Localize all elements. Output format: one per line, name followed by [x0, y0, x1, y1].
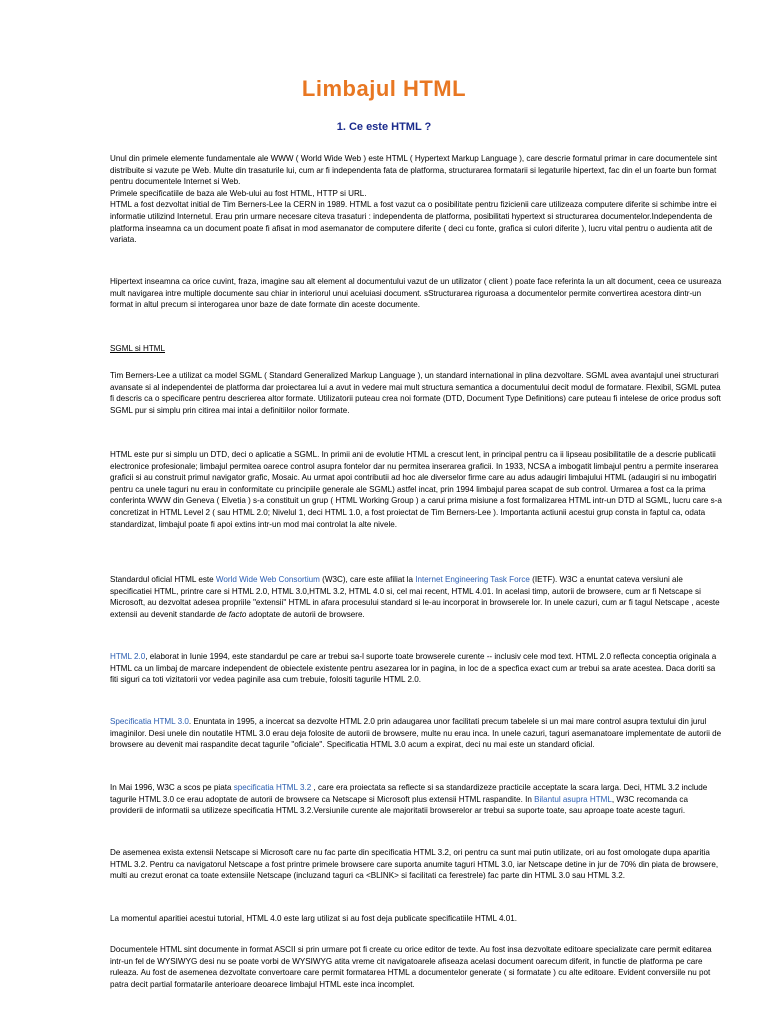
paragraph-text: [110, 716, 722, 751]
html32-spec-link[interactable]: specificatia HTML 3.2: [233, 783, 312, 792]
text-run: . Enuntata in 1995, a incercat sa dezvolte HTML 2.0 prin adaugarea unor facilitati precum tabelele si un mai mare control asupra textului din jurul imaginilor. Desi unele din noutatile HTML 3.0 erau deja folosite de autorii de browsere, multe nu erau inca. In unele cazuri, taguri asemanatoare implementate de autorii de browsere au devenit mai raspandite decat tagurile "oficiale". Specificatia HTML 3.0 acum a expirat, deci nu mai este un standard oficial.: [110, 717, 722, 750]
html30-spec-link[interactable]: Specificatia HTML 3.0: [110, 717, 189, 726]
paragraph-standard: [110, 574, 722, 620]
paragraph-html20: [110, 651, 722, 686]
text-run: adoptate de autorii de browsere.: [246, 609, 365, 619]
section-heading: 1. Ce este HTML ?: [336, 121, 432, 133]
paragraph-sgml: [110, 370, 722, 416]
paragraph-text: Primele specificatiile de baza ale Web-ului au fost HTML, HTTP si URL.: [110, 188, 367, 198]
html20-link[interactable]: HTML 2.0: [110, 652, 146, 661]
paragraph-text: [110, 651, 722, 686]
paragraph-text: La momentul aparitiei acestui tutorial, HTML 4.0 este larg utilizat si au fost deja publicate specificatiile HTML 4.01.: [110, 914, 517, 923]
paragraph-hypertext: [110, 276, 722, 311]
paragraph-text: Documentele HTML sint documente in format ASCII si prin urmare pot fi create cu orice editor de texte. Au fost insa dezvoltate editoare specializate care permit editarea intr-un fel de WYSIWYG desi nu se poate vorbi de WYSIWYG atita vreme cit navigatoarele afiseaza acelasi document oarecum diferit, in functie de platforma pe care ruleaza. Au fost de asemenea dezvoltate convertoare care permit formatarea HTML a documentelor generate ( si formatate ) cu alte editoare. Evident conversiile nu pot patra decit partial formatarile anterioare deoarece limbajul HTML este inca incomplet.: [110, 945, 712, 989]
paragraph-text: Tim Berners-Lee a utilizat ca model SGML ( Standard Generalized Markup Language ), un standard international in plina dezvoltare. SGML avea avantajul unei structurari avansate si al independentei de platforma dar proiectarea lui a avut in vedere mai mult structura semantica a documentului decit modul de formatare. Flexibil, SGML putea fi descris ca o specificare pentru descrierea altor formate. Utilizatorii puteau crea noi formate (DTD, Document Type Definitions) care puteau fi intelese de orice produs soft SGML pur si simplu prin citirea mai intai a definitiilor noilor formate.: [110, 371, 721, 415]
text-run: In Mai 1996, W3C a scos pe piata: [110, 783, 234, 792]
text-run-italic: de facto: [217, 609, 247, 619]
paragraph-dtd: [110, 449, 722, 530]
paragraph-html40: [110, 913, 722, 925]
paragraph-text: [110, 574, 722, 620]
text-run: (W3C), care este afiliat la: [319, 575, 416, 584]
text-run: , W3C recomanda ca providerii de informatii sa utilizeze specificatia HTML 3.2.Versiunile curente ale majoritatii browserelor ar trebui sa suporte toate, sau aproape toate aceste taguri.: [110, 794, 688, 816]
paragraph-html32: [110, 782, 722, 817]
subheading-text: SGML si HTML: [110, 344, 166, 353]
w3c-link[interactable]: World Wide Web Consortium: [215, 575, 320, 584]
paragraph-text: [110, 782, 722, 817]
paragraph-text: Unul din primele elemente fundamentale ale WWW ( World Wide Web ) este HTML ( Hypertext Markup Language ), care descrie formatul primar in care documentele sint distribuite si vazute pe Web. Multe din trasaturile lui, cum ar fi independenta fata de platforma, structurarea formatarii si legaturile hipertext, fac din el un foarte bun format pentru documentele Internet si Web.: [110, 154, 718, 187]
paragraph-intro: [110, 153, 722, 246]
ietf-link[interactable]: Internet Engineering Task Force: [415, 575, 530, 584]
page-title: Limbajul HTML: [301, 76, 467, 101]
paragraph-extensions: [110, 847, 722, 882]
paragraph-editors: [110, 944, 722, 990]
paragraph-text: Hipertext inseamna ca orice cuvint, fraza, imagine sau alt element al documentului vazut de un utilizator ( client ) poate face referinta la un alt document, ceea ce usureaza mult navigarea intre multiple documente sau chiar in interiorul unui aceluiasi document. sStructurarea riguroasa a documentelor permite convertirea acestora dintr-un format in altul precum si interogarea unor baze de date formate din aceste documente.: [110, 277, 722, 310]
paragraph-text: HTML este pur si simplu un DTD, deci o aplicatie a SGML. In primii ani de evolutie HTML a crescut lent, in principal pentru ca ii lipseau posibilitatile de a descrie publicatii electronice profesionale; limbajul permitea oarece control asupra fontelor dar nu permitea inserarea graficii. In 1933, NCSA a imbogatit limbajul pentru a permite inserarea graficii si au construit primul navigator grafic, Mosaic. Au urmat apoi contributii ad hoc ale diverselor firme care au adus adaugiri limbajului HTML (adaugiri si nu imbogatiri pentru ca unele taguri nu erau in conformitate cu principiile generale ale SGML) astfel incat, prin 1994 limbajul parea scapat de sub control. Urmarea a fost ca la prima conferinta WWW din Geneva ( Elvetia ) s-a constituit un grup ( HTML Working Group ) a carui prima misiune a fost formalizarea HTML intr-un DTD al SGML, lucru care s-a concretizat in HTML Level 2 ( sau HTML 2.0; Nivelul 1, deci HTML 1.0, a fost proiectat de Tim Berners-Lee ). Importanta actiunii acestui grup consta in faptul ca, odata standardizat, limbajul poate fi apoi extins intr-un mod mai controlat la alte nivele.: [110, 450, 722, 529]
paragraph-text: HTML a fost dezvoltat initial de Tim Berners-Lee la CERN in 1989. HTML a fost vazut ca o posibilitate pentru fizicienii care utilizeaza computere diferite si schimbe intre ei informatie utilizind Internetul. Erau prin urmare necesare citeva trasaturi : independenta de platforma, posibilitati hypertext si structurarea documentelor.Independenta de platforma inseamna ca un document poate fi afisat in mod asemanator de computere diferite ( deci cu fonte, grafica si culori diferite ), lucru vital pentru o audienta atit de variata.: [110, 200, 717, 245]
paragraph-html30: [110, 716, 722, 751]
text-run: , elaborat in Iunie 1994, este standardul pe care ar trebui sa-l suporte toate browserele curente -- inclusiv cele mod text. HTML 2.0 reflecta conceptia originala a HTML ca un limbaj de marcare independent de obiectele existente pentru asezarea lor in pagina, in loc de a specfica exact cum ar trebui sa arate acestea. Daca doriti sa fiti siguri ca toti vizitatorii vor vedea paginile asa cum trebuie, folositi tagurile HTML 2.0.: [110, 652, 717, 685]
paragraph-text: De asemenea exista extensii Netscape si Microsoft care nu fac parte din specificatia HTML 3.2, ori pentru ca sunt mai putin utilizate, ori au fost omologate dupa aparitia HTML 3.2. Pentru ca navigatorul Netscape a fost printre primele browsere care suporta anumite taguri HTML 3.0, iar Netscape detine in jur de 70% din piata de browsere, multi au crezut eronat ca toate extensiile Netscape (incluzand taguri ca <BLINK> si facilitati ca ferestrele) fac parte din HTML 3.0 sau HTML 3.2.: [110, 848, 719, 881]
text-run: Standardul oficial HTML este: [110, 575, 216, 584]
html-review-link[interactable]: Bilantul asupra HTML: [534, 794, 612, 804]
text-run: , care era proiectata sa reflecte si sa standardizeze practicile acceptate la scara larga. Deci, HTML 3.2 include tagurile HTML 3.0 ce erau adoptate de autorii de browsere ca Netscape si Microsoft plus extensii HTML raspandite. In: [110, 783, 708, 804]
subheading-sgml: [110, 343, 722, 355]
text-run: (IETF). W3C a enuntat cateva versiuni ale specificatiei HTML, printre care si HTML 2.0, HTML 3.0,HTML 3.2, HTML 4.0 si, cel mai recent, HTML 4.01. In acelasi timp, autorii de browsere, cum ar fi Netscape si Microsoft, au dezvoltat adesea propriile "extensii" HTML in afara procesului standard si le-au incorporat in browserele lor. In unele cazuri, cum ar fi tagul Netscape , aceste extensii au devenit standarde: [110, 575, 720, 619]
